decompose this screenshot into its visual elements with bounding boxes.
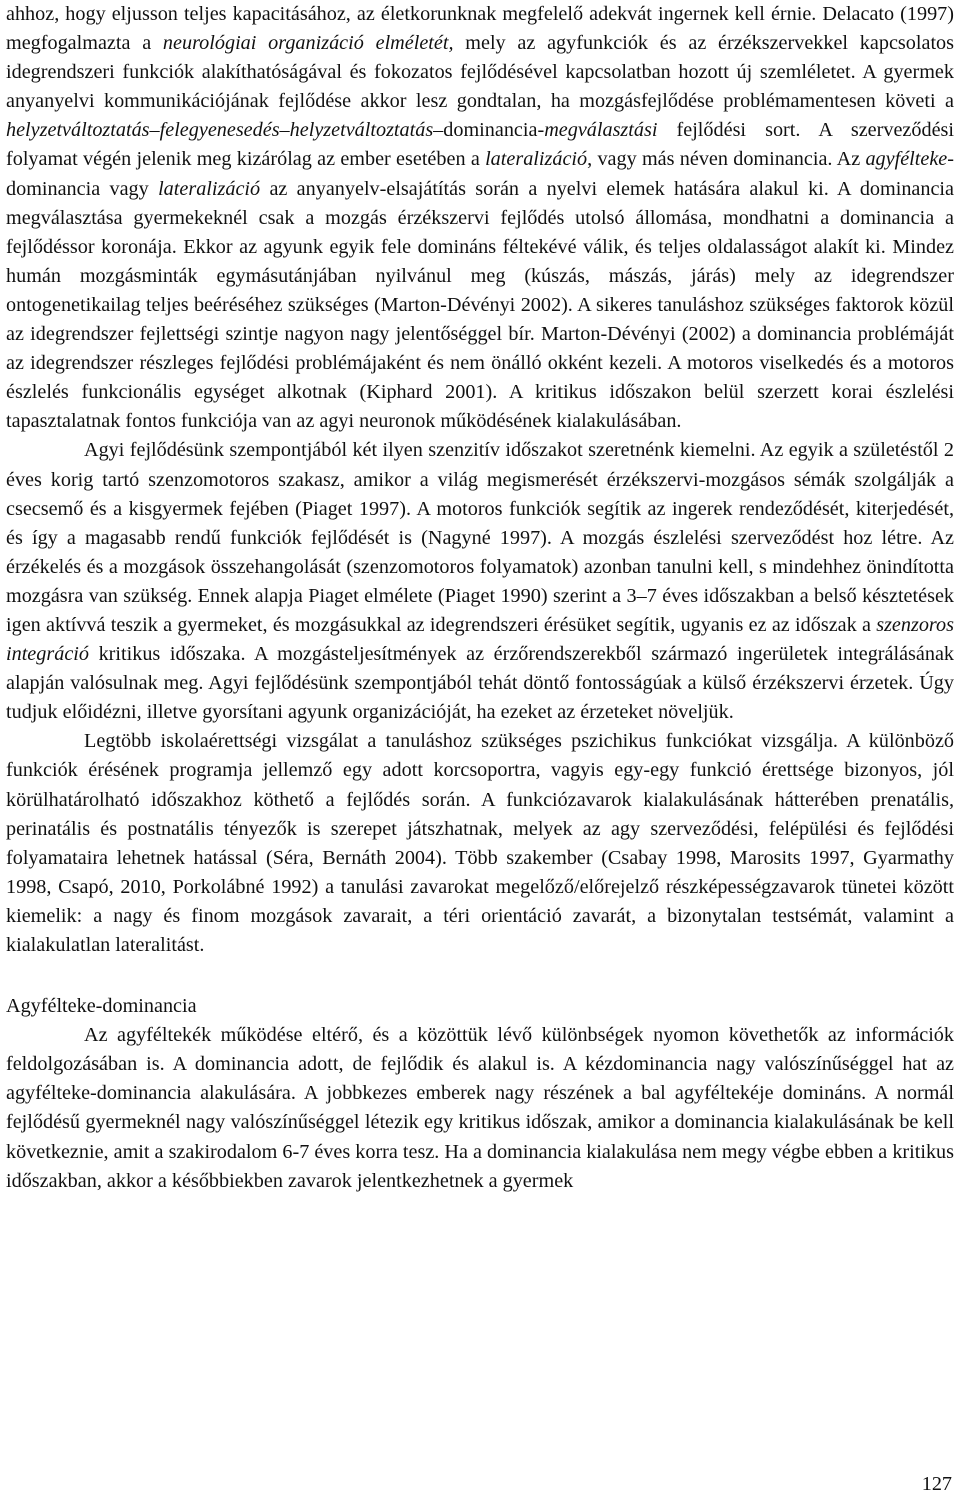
document-page [6,0,954,1196]
text-run: Agyi fejlődésünk szempontjából két ilyen szenzitív időszakot szeretnénk kiemelni. Az egyik a születéstől 2 éves korig tartó szenzomotoros szakasz, amikor a világ megismerését érzékszervi-mozgásos sémák szolgálják a csecsemő és a kisgyermek fejében (Piaget 1997). A motoros funkciók segítik az ingerek rendeződését, kiterjedését, és így a magasabb rendű funkciók fejlődését is (Nagyné 1997). A mozgás észlelési szerveződést hoz létre. Az érzékelés és a mozgások összehangolását (szenzomotoros folyamatok) azonban tanulni kell, s mindehhez önindította mozgásra van szükség. Ennek alapja Piaget elmélete (Piaget 1990) szerint a 3‒7 éves időszakban a belső késztetések igen aktívvá teszik a gyermeket, és mozgásukkal az idegrendszeri érésüket segítik, ugyanis ez az időszak a [6,439,954,636]
text-run: ahhoz, hogy eljusson teljes kapacitásához, az életkorunknak megfelelő adekvát ingernek kell érnie. Delacato (1997) megfogalmazta a [6,3,954,55]
italic-term: neurológiai organizáció elméletét, [162,32,454,55]
paragraph-school-readiness [6,727,954,960]
page-number: 127 [921,1473,952,1495]
text-run: fejlődési sort. A szerveződési folyamat végén jelenik meg kizárólag az ember esetében a [6,119,954,171]
paragraph-neurological-organization [6,0,954,436]
italic-term: szenzoros integráció [6,613,954,666]
italic-term: lateralizáció [158,177,261,200]
italic-term: agyfélteke [865,148,948,171]
text-run: mely az agyfunkciók és az érzékszervekkel kapcsolatos idegrendszeri funkciók alakíthatóságával és fokozatos fejlődésével kapcsolatban hozott új szemléletet. A gyermek anyanyelvi kommunikációjának fejlődése akkor lesz gondtalan, ha mozgásfejlődése problémamentesen követi a [6,32,954,113]
italic-term: megválasztási [544,119,658,142]
text-run: Az agyféltekék működése eltérő, és a közöttük lévő különbségek nyomon követhetők az információk feldolgozásában is. A dominancia adott, de fejlődik és alakul is. A kézdominancia nagy valószínűséggel hat az agyfélteke-dominancia alakulására. A jobbkezes emberek nagy részének a bal agyféltekéje domináns. A normál fejlődésű gyermeknél nagy valószínűséggel létezik egy kritikus időszak, amikor a dominancia kialakulásának be kell következnie, amit a szakirodalom 6-7 éves korra tesz. Ha a dominancia kialakulása nem megy végbe ebben a kritikus időszakban, akkor a későbbiekben zavarok jelentkezhetnek a gyermek [6,1024,954,1192]
text-run: kritikus időszaka. A mozgásteljesítmények az érzőrendszerekből származó ingerületek integrálásának alapján valósulnak meg. Agyi fejlődésünk szempontjából tehát döntő fontosságúak a külső érzékszervi érzetek. Úgy tudjuk előidézni, illetve gyorsítani agyunk organizációját, ha ezeket az érzeteket növeljük. [6,643,954,724]
paragraph-hemisphere-dominance [6,1021,954,1196]
text-run: dominancia- [443,119,545,142]
italic-term: helyzetváltoztatás–felegyenesedés–helyzetváltoztatás– [6,119,444,142]
section-heading: Agyfélteke-dominancia [6,995,197,1018]
text-run: az anyanyelv-elsajátítás során a nyelvi elemek hatására alakul ki. A dominancia megválasztása gyermekeknél csak a mozgás érzékszervi fejlődés utolsó állomása, mondhatni a dominancia a fejlődéssor koronája. Ekkor az agyunk egyik fele domináns féltekévé válik, és teljes oldalasságot alakít ki. Mindez humán mozgásminták egymásutánjában nyilvánul meg (kúszás, mászás, járás) mely az idegrendszer ontogenetikailag teljes beéréséhez szükséges (Marton-Dévényi 2002). A sikeres tanuláshoz szükséges faktorok közül az idegrendszer fejlettségi szintje nagyon nagy jelentőséggel bír. Marton-Dévényi (2002) a dominancia problémáját az idegrendszer részleges fejlődési problémájaként és nem önálló okként kezeli. A motoros viselkedés és a motoros észlelés funkcionális egységet alkotnak (Kiphard 2001). A kritikus időszakon belül szerzett korai észlelési tapasztalatnak fontos funkciója van az agyi neuronok működésének kialakulásában. [6,177,954,433]
paragraph-sensitive-periods [6,436,954,727]
text-run: -dominancia vagy [6,148,955,200]
text-run: , vagy más néven dominancia. Az [587,148,866,171]
text-run: Legtöbb iskolaérettségi vizsgálat a tanuláshoz szükséges pszichikus funkciókat vizsgálja. A különböző funkciók érésének programja jellemző egy adott korcsoportra, vagyis egy-egy funkció érettsége bizonyos, jól körülhatárolható időszakhoz köthető a fejlődés során. A funkciózavarok kialakulásának hátterében prenatális, perinatális és postnatális tényezők is szerepet játszhatnak, melyek az agy szerveződési, felépülési és fejlődési folyamataira lehetnek hatással (Séra, Bernáth 2004). Több szakember (Csabay 1998, Marosits 1997, Gyarmathy 1998, Csapó, 2010, Porkolábné 1992) a tanulási zavarokat megelőző/előrejelző részképességzavarok tünetei között kiemelik: a nagy és finom mozgások zavarait, a téri orientáció zavarát, a bizonytalan testsémát, valamint a kialakulatlan lateralitást. [6,730,954,956]
italic-term: lateralizáció [485,148,588,171]
